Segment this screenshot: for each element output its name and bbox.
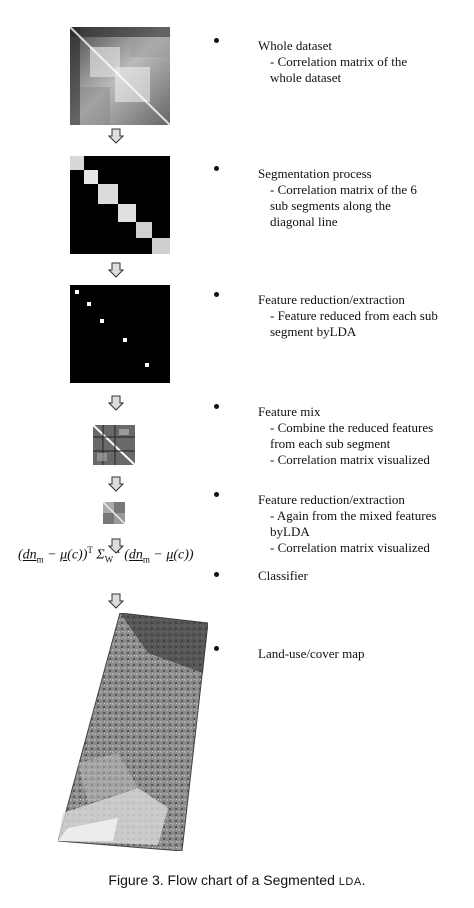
caption-abbr: LDA [338, 876, 362, 888]
bullet-icon [214, 166, 219, 171]
classifier-formula: $(dn_m - \mu(c))^T$ $\Sigma_W$ $(dn_m - \mu(c))$ [18, 545, 194, 565]
step-detail: - Correlation matrix visualized [270, 452, 430, 467]
step-feature-reduction-2 [258, 492, 436, 556]
step-detail: from each sub segment [270, 436, 391, 451]
step-detail: segment byLDA [270, 324, 357, 339]
step-detail: - Correlation matrix of the [270, 54, 408, 69]
segmented-correlation-matrix [70, 156, 170, 254]
step-segmentation [258, 166, 417, 230]
bullet-icon [214, 404, 219, 409]
step-detail: byLDA [270, 524, 310, 539]
reduced-features-matrix [70, 285, 170, 383]
step-title: Feature mix [258, 404, 321, 419]
land-use-cover-map [58, 613, 208, 851]
bullet-icon [214, 292, 219, 297]
arrow-icon [108, 395, 124, 411]
step-detail: - Feature reduced from each sub [270, 308, 438, 323]
step-title: Feature reduction/extraction [258, 292, 405, 307]
step-title: Feature reduction/extraction [258, 492, 405, 507]
mixed-reduced-matrix [103, 502, 125, 524]
step-detail: - Correlation matrix visualized [270, 540, 430, 555]
whole-dataset-correlation-matrix [70, 27, 170, 125]
arrow-icon [108, 476, 124, 492]
step-title: Land-use/cover map [258, 646, 365, 661]
step-detail: - Combine the reduced features [270, 420, 434, 435]
step-title: Classifier [258, 568, 308, 583]
step-detail: diagonal line [270, 214, 338, 229]
step-land-use-map [258, 646, 364, 662]
arrow-icon [108, 262, 124, 278]
step-title: Segmentation process [258, 166, 372, 181]
bullet-icon [214, 572, 219, 577]
step-feature-reduction [258, 292, 438, 340]
step-title: Whole dataset [258, 38, 332, 53]
bullet-icon [214, 646, 219, 651]
bullet-icon [214, 492, 219, 497]
step-whole-dataset [258, 38, 407, 86]
step-detail: sub segments along the [270, 198, 391, 213]
caption-prefix: Figure 3. Flow chart of a Segmented [108, 872, 339, 888]
step-detail: - Correlation matrix of the 6 [270, 182, 417, 197]
bullet-icon [214, 38, 219, 43]
arrow-icon [108, 538, 124, 554]
arrow-icon [108, 128, 124, 144]
step-detail: whole dataset [270, 70, 342, 85]
caption-suffix: . [361, 872, 366, 888]
feature-mix-matrix [93, 425, 135, 465]
figure-caption [0, 872, 474, 888]
step-feature-mix [258, 404, 433, 468]
arrow-icon [108, 593, 124, 609]
step-detail: - Again from the mixed features [270, 508, 437, 523]
step-classifier [258, 568, 308, 584]
